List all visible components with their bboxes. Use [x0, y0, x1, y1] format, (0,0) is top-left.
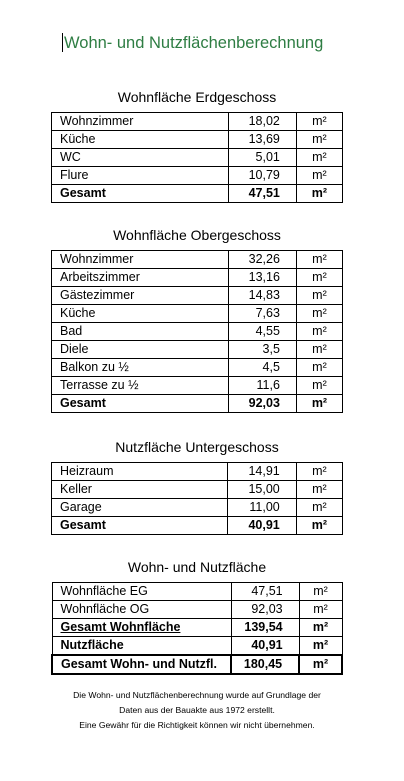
row-label: Küche	[52, 305, 229, 323]
total-row	[52, 395, 343, 413]
document-title-text: Wohn- und Nutzflächenberechnung	[64, 34, 324, 52]
total-row	[52, 517, 343, 535]
row-label: Diele	[52, 341, 229, 359]
row-value: 5,01	[228, 149, 296, 167]
row-unit: m²	[299, 583, 342, 601]
subtotal-unit: m²	[299, 637, 342, 656]
footer-line: Eine Gewähr für die Richtigkeit können wir nicht übernehmen.	[79, 720, 315, 730]
area-table	[51, 462, 343, 535]
total-label: Gesamt	[52, 395, 229, 413]
row-label: Keller	[52, 481, 228, 499]
total-unit: m²	[296, 517, 342, 535]
subtotal-label	[52, 619, 231, 637]
table-row	[52, 149, 343, 167]
footer-line: Die Wohn- und Nutzflächenberechnung wurde auf Grundlage der	[73, 690, 321, 700]
row-unit: m²	[296, 167, 342, 185]
subtotal-row	[52, 619, 342, 637]
row-unit: m²	[296, 499, 342, 517]
total-label: Gesamt	[52, 517, 228, 535]
row-unit: m²	[296, 269, 342, 287]
table-row	[52, 359, 343, 377]
section-obergeschoss	[51, 225, 343, 413]
row-label: Wohnfläche EG	[52, 583, 231, 601]
row-unit: m²	[296, 131, 342, 149]
table-row	[52, 323, 343, 341]
footer-line: Daten aus der Bauakte aus 1972 erstellt.	[119, 705, 275, 715]
row-value: 18,02	[228, 113, 296, 131]
row-unit: m²	[296, 359, 342, 377]
row-value: 14,83	[228, 287, 296, 305]
total-unit: m²	[296, 395, 342, 413]
row-unit: m²	[296, 481, 342, 499]
row-label: Gästezimmer	[52, 287, 229, 305]
section-heading: Wohn- und Nutzfläche	[127, 559, 267, 575]
table-row	[52, 499, 343, 517]
table-row	[52, 287, 343, 305]
row-label: WC	[52, 149, 229, 167]
total-value: 40,91	[228, 517, 296, 535]
table-row	[52, 251, 343, 269]
row-label: Küche	[52, 131, 229, 149]
area-table	[51, 250, 343, 413]
row-value: 92,03	[231, 601, 299, 619]
footer-note	[40, 688, 354, 733]
subtotal-label-text: Gesamt Wohnfläche	[60, 620, 181, 634]
total-unit: m²	[296, 185, 342, 203]
row-label: Bad	[52, 323, 229, 341]
subtotal-label: Nutzfläche	[52, 637, 231, 656]
area-table	[51, 112, 343, 203]
row-unit: m²	[296, 251, 342, 269]
table-row	[52, 269, 343, 287]
row-label: Terrasse zu ½	[52, 377, 229, 395]
row-unit: m²	[296, 305, 342, 323]
summary-table	[51, 582, 343, 675]
document-title	[62, 33, 323, 53]
row-value: 47,51	[231, 583, 299, 601]
table-row	[52, 583, 342, 601]
table-row	[52, 113, 343, 131]
row-value: 4,5	[228, 359, 296, 377]
row-label: Wohnfläche OG	[52, 601, 231, 619]
table-row	[52, 341, 343, 359]
row-value: 32,26	[228, 251, 296, 269]
text-cursor	[62, 33, 63, 52]
section-summary	[51, 557, 343, 675]
subtotal-unit: m²	[299, 619, 342, 637]
total-value: 47,51	[228, 185, 296, 203]
row-value: 13,69	[228, 131, 296, 149]
row-value: 11,00	[228, 499, 296, 517]
row-value: 11,6	[228, 377, 296, 395]
section-untergeschoss	[51, 437, 343, 535]
total-value: 92,03	[228, 395, 296, 413]
row-value: 10,79	[228, 167, 296, 185]
grand-total-label: Gesamt Wohn- und Nutzfl.	[52, 655, 231, 674]
row-unit: m²	[296, 323, 342, 341]
section-heading: Wohnfläche Erdgeschoss	[117, 89, 277, 105]
row-label: Balkon zu ½	[52, 359, 229, 377]
row-value: 3,5	[228, 341, 296, 359]
table-row	[52, 305, 343, 323]
row-value: 14,91	[228, 463, 296, 481]
row-label: Flure	[52, 167, 229, 185]
row-label: Wohnzimmer	[52, 113, 229, 131]
table-row	[52, 167, 343, 185]
grand-total-unit: m²	[299, 655, 342, 674]
row-label: Arbeitszimmer	[52, 269, 229, 287]
row-value: 7,63	[228, 305, 296, 323]
row-unit: m²	[296, 463, 342, 481]
table-row	[52, 463, 343, 481]
section-erdgeschoss	[51, 87, 343, 203]
total-label: Gesamt	[52, 185, 229, 203]
grand-total-row	[52, 655, 342, 674]
table-row	[52, 601, 342, 619]
section-heading: Wohnfläche Obergeschoss	[113, 227, 281, 243]
row-unit: m²	[296, 341, 342, 359]
table-row	[52, 131, 343, 149]
row-label: Garage	[52, 499, 228, 517]
row-value: 4,55	[228, 323, 296, 341]
grand-total-value: 180,45	[231, 655, 299, 674]
total-row	[52, 185, 343, 203]
row-label: Heizraum	[52, 463, 228, 481]
row-value: 15,00	[228, 481, 296, 499]
row-value: 13,16	[228, 269, 296, 287]
row-unit: m²	[299, 601, 342, 619]
table-row	[52, 377, 343, 395]
row-unit: m²	[296, 377, 342, 395]
section-heading: Nutzfläche Untergeschoss	[115, 439, 279, 455]
row-unit: m²	[296, 149, 342, 167]
row-unit: m²	[296, 287, 342, 305]
table-row	[52, 481, 343, 499]
row-unit: m²	[296, 113, 342, 131]
subtotal-value: 139,54	[231, 619, 299, 637]
row-label: Wohnzimmer	[52, 251, 229, 269]
subtotal-value: 40,91	[231, 637, 299, 656]
subtotal-row	[52, 637, 342, 656]
